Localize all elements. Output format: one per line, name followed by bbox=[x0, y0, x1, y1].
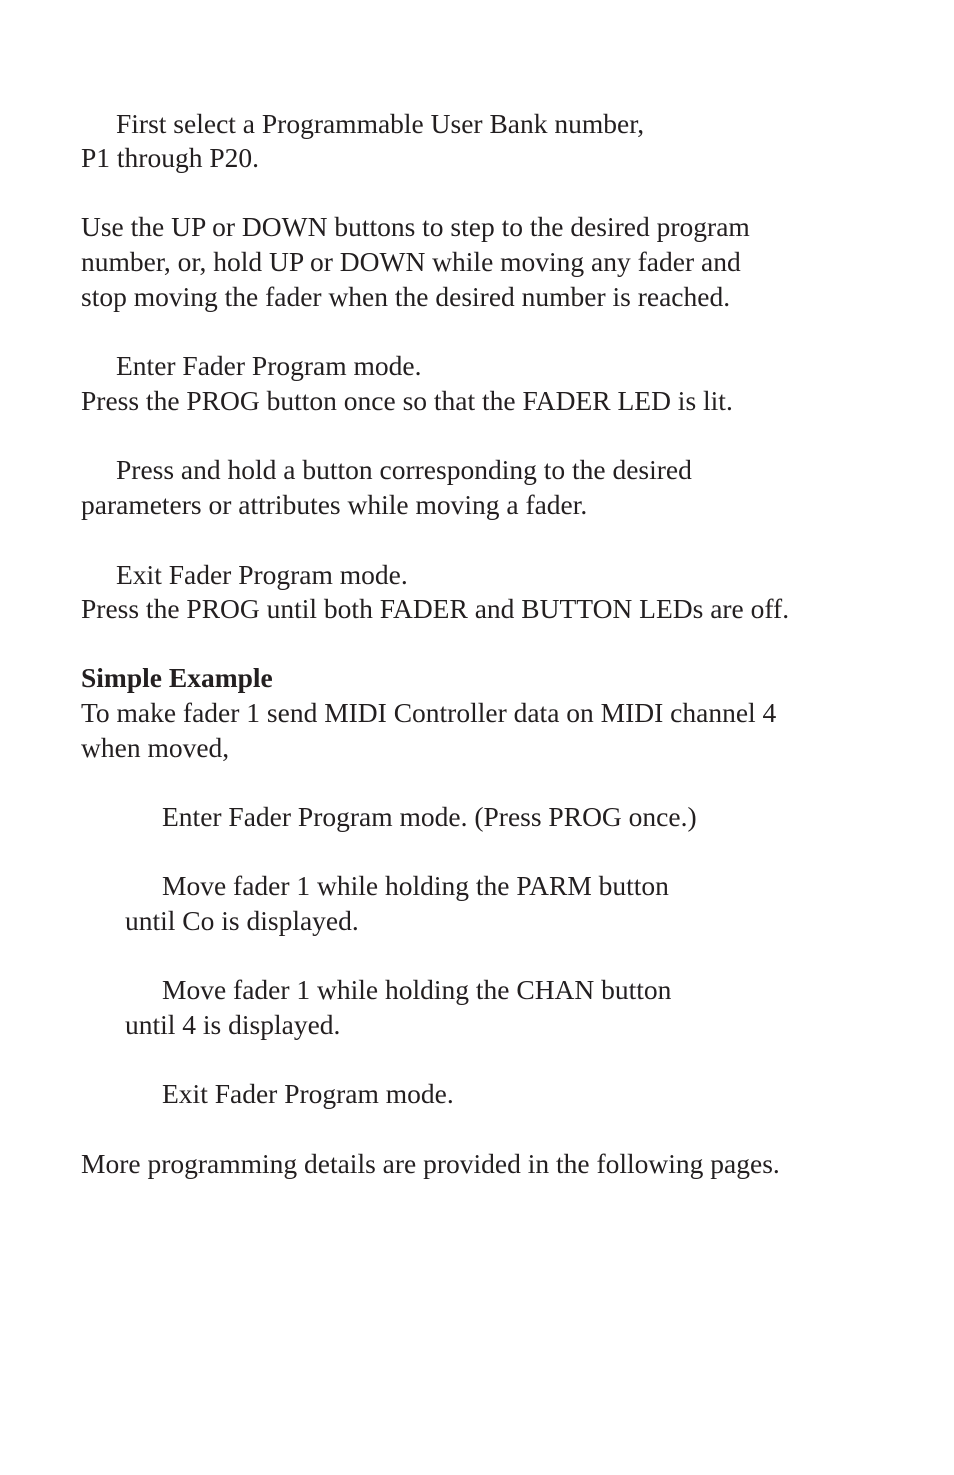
example-sub3-line2: until 4 is displayed. bbox=[125, 1009, 341, 1040]
example-intro-line2: when moved, bbox=[81, 732, 230, 763]
example-intro-line1: To make fader 1 send MIDI Controller data on MIDI channel 4 bbox=[81, 697, 777, 728]
step4-line2: Press the PROG until both FADER and BUTTON LEDs are off. bbox=[81, 593, 790, 624]
step3-line1: Press and hold a button corresponding to the desired bbox=[116, 454, 692, 485]
step3-line2: parameters or attributes while moving a fader. bbox=[81, 489, 588, 520]
example-heading: Simple Example bbox=[81, 662, 273, 693]
step2-line2: Press the PROG button once so that the FADER LED is lit. bbox=[81, 385, 733, 416]
example-sub2-line1: Move fader 1 while holding the PARM button bbox=[162, 870, 669, 901]
example-sub3-line1: Move fader 1 while holding the CHAN button bbox=[162, 974, 672, 1005]
step2-line1: Enter Fader Program mode. bbox=[116, 350, 422, 381]
step1-detail-line2: number, or, hold UP or DOWN while moving any fader and bbox=[81, 246, 741, 277]
step1-detail-line3: stop moving the fader when the desired number is reached. bbox=[81, 281, 731, 312]
closing-text: More programming details are provided in the following pages. bbox=[81, 1148, 780, 1179]
step1-line2: P1 through P20. bbox=[81, 142, 260, 173]
step4-line1: Exit Fader Program mode. bbox=[116, 559, 408, 590]
example-sub2-line2: until Co is displayed. bbox=[125, 905, 359, 936]
example-sub4: Exit Fader Program mode. bbox=[162, 1078, 454, 1109]
step1-detail-line1: Use the UP or DOWN buttons to step to the desired program bbox=[81, 211, 750, 242]
example-sub1: Enter Fader Program mode. (Press PROG once.) bbox=[162, 801, 697, 832]
step1-line1: First select a Programmable User Bank number, bbox=[116, 108, 645, 139]
